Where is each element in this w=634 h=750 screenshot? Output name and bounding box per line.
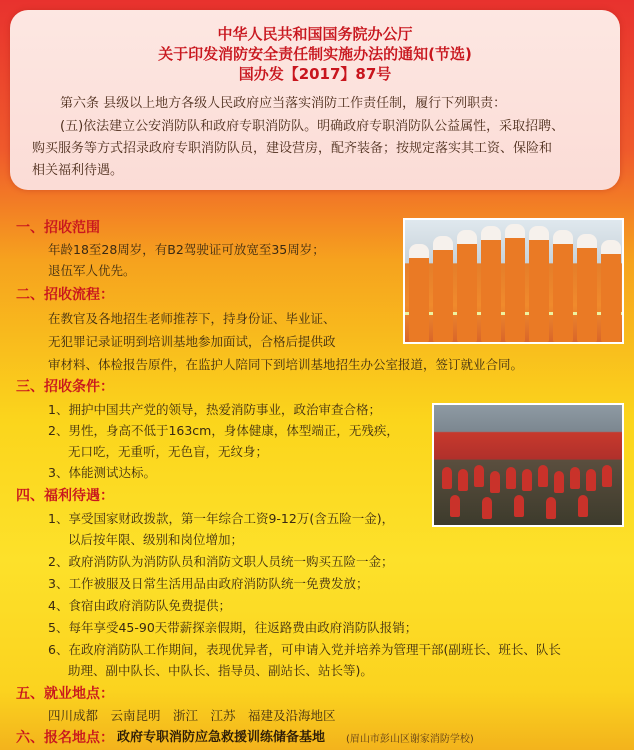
notice-para-line: 相关福利待遇。 (32, 163, 124, 178)
section-line: 审材料、体检报告原件，在监护人陪同下到培训基地招生办公室报道，签订就业合同。 (48, 357, 524, 372)
section-line: 年龄18至28周岁，有B2驾驶证可放宽至35周岁； (48, 242, 325, 257)
firefighters-photo (403, 218, 624, 344)
section-line: 3、体能测试达标。 (48, 465, 156, 480)
section-line: 4、食宿由政府消防队免费提供； (48, 598, 231, 613)
section-line: 以后按年限、级别和岗位增加； (68, 532, 244, 547)
section-line: 四川成都 云南昆明 浙江 江苏 福建及沿海地区 (48, 708, 336, 723)
section-line: 2、政府消防队为消防队员和消防文职人员统一购买五险一金； (48, 554, 394, 569)
notice-title-number: 国办发【2017】87号 (238, 65, 392, 83)
notice-para-line: (五)依法建立公安消防队和政府专职消防队。明确政府专职消防队公益属性，采取招聘、 (60, 119, 565, 134)
notice-title-document: 关于印发消防安全责任制实施办法的通知(节选) (158, 45, 472, 63)
section-line: 6、在政府消防队工作期间，表现优异者，可申请入党并培养为管理干部(副班长、班长、队长 (48, 642, 561, 657)
registration-site-note: (眉山市彭山区谢家消防学校) (346, 734, 474, 745)
section-line: 2、男性，身高不低于163cm，身体健康，体型端正，无残疾， (48, 423, 399, 438)
section-line: 无口吃，无重听，无色盲，无纹身； (68, 444, 269, 459)
notice-panel (10, 10, 620, 190)
notice-title-office: 中华人民共和国国务院办公厅 (217, 25, 413, 43)
section-heading-registration: 六、报名地点： (16, 730, 114, 746)
registration-site: 政府专职消防应急救援训练储备基地 (117, 730, 326, 745)
section-line: 在教官及各地招生老师推荐下，持身份证、毕业证、 (48, 311, 336, 326)
notice-article: 第六条 县级以上地方各级人民政府应当落实消防工作责任制，履行下列职责： (60, 96, 507, 111)
section-heading-benefits: 四、福利待遇： (16, 488, 114, 504)
section-line: 1、拥护中国共产党的领导，热爱消防事业，政治审查合格； (48, 402, 381, 417)
section-heading-process: 二、招收流程： (16, 287, 114, 303)
training-team-photo (432, 403, 624, 527)
section-heading-conditions: 三、招收条件： (16, 379, 114, 395)
section-line: 退伍军人优先。 (48, 263, 136, 278)
section-line: 1、享受国家财政拨款，第一年综合工资9-12万(含五险一金)， (48, 511, 395, 526)
section-line: 3、工作被服及日常生活用品由政府消防队统一免费发放； (48, 576, 369, 591)
section-line: 无犯罪记录证明到培训基地参加面试，合格后提供政 (48, 334, 336, 349)
section-heading-scope: 一、招收范围 (16, 220, 100, 236)
section-line: 助理、副中队长、中队长、指导员、副站长、站长等)。 (68, 663, 373, 678)
section-heading-locations: 五、就业地点： (16, 686, 114, 702)
section-line: 5、每年享受45-90天带薪探亲假期，往返路费由政府消防队报销； (48, 620, 418, 635)
notice-para-line: 购买服务等方式招录政府专职消防队员，建设营房，配齐装备；按规定落实其工资、保险和 (32, 141, 553, 156)
